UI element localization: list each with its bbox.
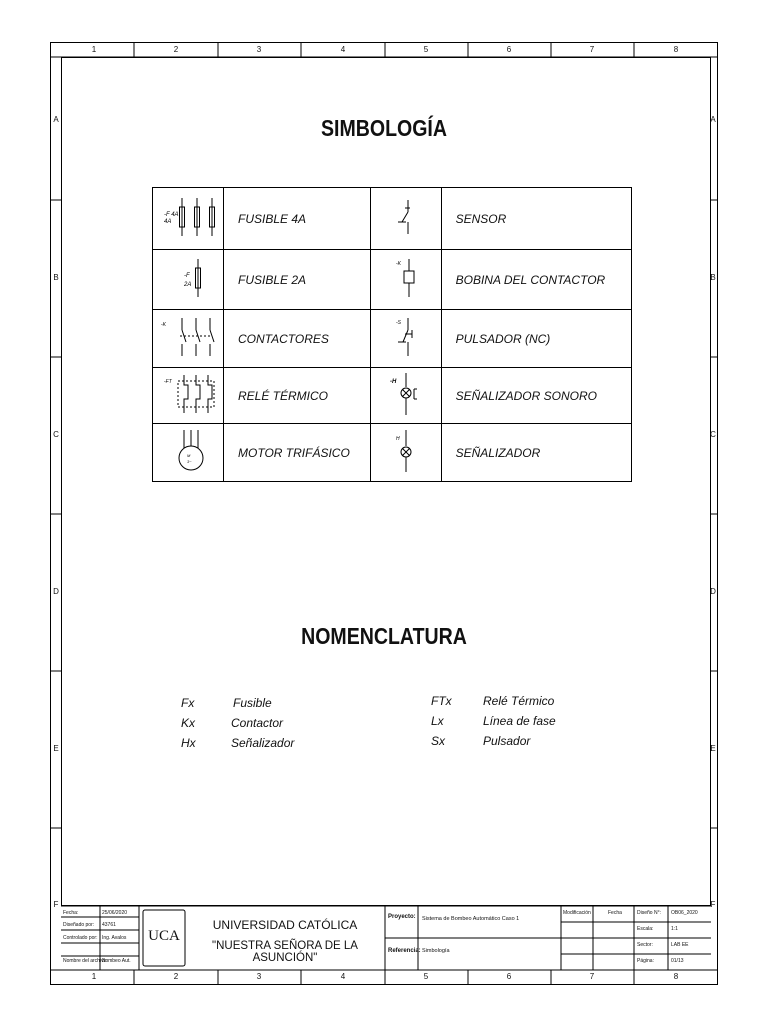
symbology-title: SIMBOLOGÍA [320, 115, 447, 141]
field-value: 25/06/2020 [102, 910, 128, 916]
svg-text:2A: 2A [184, 282, 192, 288]
row-letter: D [53, 587, 59, 596]
row-letter: C [53, 430, 59, 439]
row-letter: D [710, 587, 716, 596]
svg-text:-K: -K [395, 261, 401, 267]
svg-text:-FT: -FT [164, 379, 172, 385]
column-number: 1 [91, 45, 97, 54]
svg-text:-K: -K [161, 322, 166, 328]
field-label: Nombre del archivo: [63, 958, 108, 964]
nomenclature-meaning: Señalizador [231, 736, 295, 750]
nomenclature-code: Lx [431, 714, 444, 728]
field-value: Bombeo Aut. [102, 958, 131, 964]
symbol-label: SEÑALIZADOR [441, 424, 631, 482]
date-header: Fecha [608, 910, 622, 916]
nomenclature-code: Kx [181, 716, 196, 730]
svg-text:-H: -H [389, 379, 396, 385]
row-letter: F [53, 900, 59, 909]
field-value: Ing. Avalos [102, 935, 127, 941]
column-number: 2 [173, 45, 179, 54]
svg-text:-S: -S [395, 320, 401, 326]
svg-text:4A: 4A [164, 219, 172, 225]
symbol-label: FUSIBLE 2A [224, 250, 371, 310]
reference-value: Simbología [422, 948, 450, 954]
university-name: UNIVERSIDAD CATÓLICA [212, 918, 358, 932]
nomenclature-code: FTx [431, 694, 452, 708]
project-label: Proyecto: [388, 914, 416, 920]
nomenclature-code: Fx [181, 696, 195, 710]
field-label: Página: [637, 958, 654, 964]
nomenclature-code: Sx [431, 734, 446, 748]
nomenclature-title: NOMENCLATURA [301, 623, 467, 649]
column-number: 6 [506, 45, 512, 54]
field-label: Diseño N°: [637, 910, 661, 916]
field-value: OB06_2020 [671, 910, 698, 916]
field-value: LAB EE [671, 942, 689, 948]
symbol-label: FUSIBLE 4A [224, 188, 371, 250]
symbol-label: CONTACTORES [224, 310, 371, 368]
row-letter: F [710, 900, 716, 909]
column-number: 7 [589, 45, 595, 54]
field-label: Sector: [637, 942, 653, 948]
column-number: 4 [340, 45, 346, 54]
column-number: 5 [423, 45, 429, 54]
nomenclature-meaning: Línea de fase [483, 714, 556, 728]
field-label: Fecha: [63, 910, 79, 916]
uca-logo: UCA [148, 928, 180, 944]
column-number: 5 [423, 972, 429, 981]
symbol-label: PULSADOR (NC) [441, 310, 631, 368]
symbol-label: BOBINA DEL CONTACTOR [441, 250, 631, 310]
svg-text:-F 4A: -F 4A [164, 212, 179, 218]
field-label: Escala: [637, 926, 654, 932]
column-number: 8 [673, 972, 679, 981]
svg-text:3~: 3~ [187, 459, 192, 464]
project-value: Sistema de Bombeo Automático Caso 1 [422, 916, 520, 922]
university-subtitle: "NUESTRA SEÑORA DE LA ASUNCIÓN" [212, 940, 358, 964]
nomenclature-meaning: Fusible [233, 696, 272, 710]
row-letter: E [53, 744, 59, 753]
nomenclature-meaning: Contactor [231, 716, 284, 730]
row-letter: B [710, 273, 716, 282]
row-letter: E [710, 744, 716, 753]
column-number: 1 [91, 972, 97, 981]
nomenclature-meaning: Relé Térmico [483, 694, 555, 708]
symbol-label: SEÑALIZADOR SONORO [441, 368, 631, 424]
column-number: 7 [589, 972, 595, 981]
field-value: 01/13 [671, 958, 684, 964]
nomenclature-meaning: Pulsador [483, 734, 531, 748]
symbol-label: MOTOR TRIFÁSICO [224, 424, 371, 482]
row-letter: A [710, 115, 716, 124]
column-number: 3 [256, 972, 262, 981]
symbol-label: SENSOR [441, 188, 631, 250]
field-label: Diseñado por: [63, 922, 95, 928]
svg-text:-F: -F [184, 273, 190, 279]
column-number: 8 [673, 45, 679, 54]
svg-text:M: M [187, 453, 191, 458]
nomenclature-code: Hx [181, 736, 196, 750]
field-value: 43761 [102, 922, 116, 928]
row-letter: A [53, 115, 59, 124]
column-number: 6 [506, 972, 512, 981]
field-value: 1:1 [671, 926, 678, 932]
reference-label: Referencia: [388, 948, 421, 954]
field-label: Controlado por: [63, 935, 98, 941]
row-letter: B [53, 273, 59, 282]
svg-text:H: H [395, 436, 400, 442]
modification-header: Modificación [563, 910, 591, 916]
column-number: 4 [340, 972, 346, 981]
symbol-label: RELÉ TÉRMICO [224, 368, 371, 424]
row-letter: C [710, 430, 716, 439]
column-number: 3 [256, 45, 262, 54]
column-number: 2 [173, 972, 179, 981]
